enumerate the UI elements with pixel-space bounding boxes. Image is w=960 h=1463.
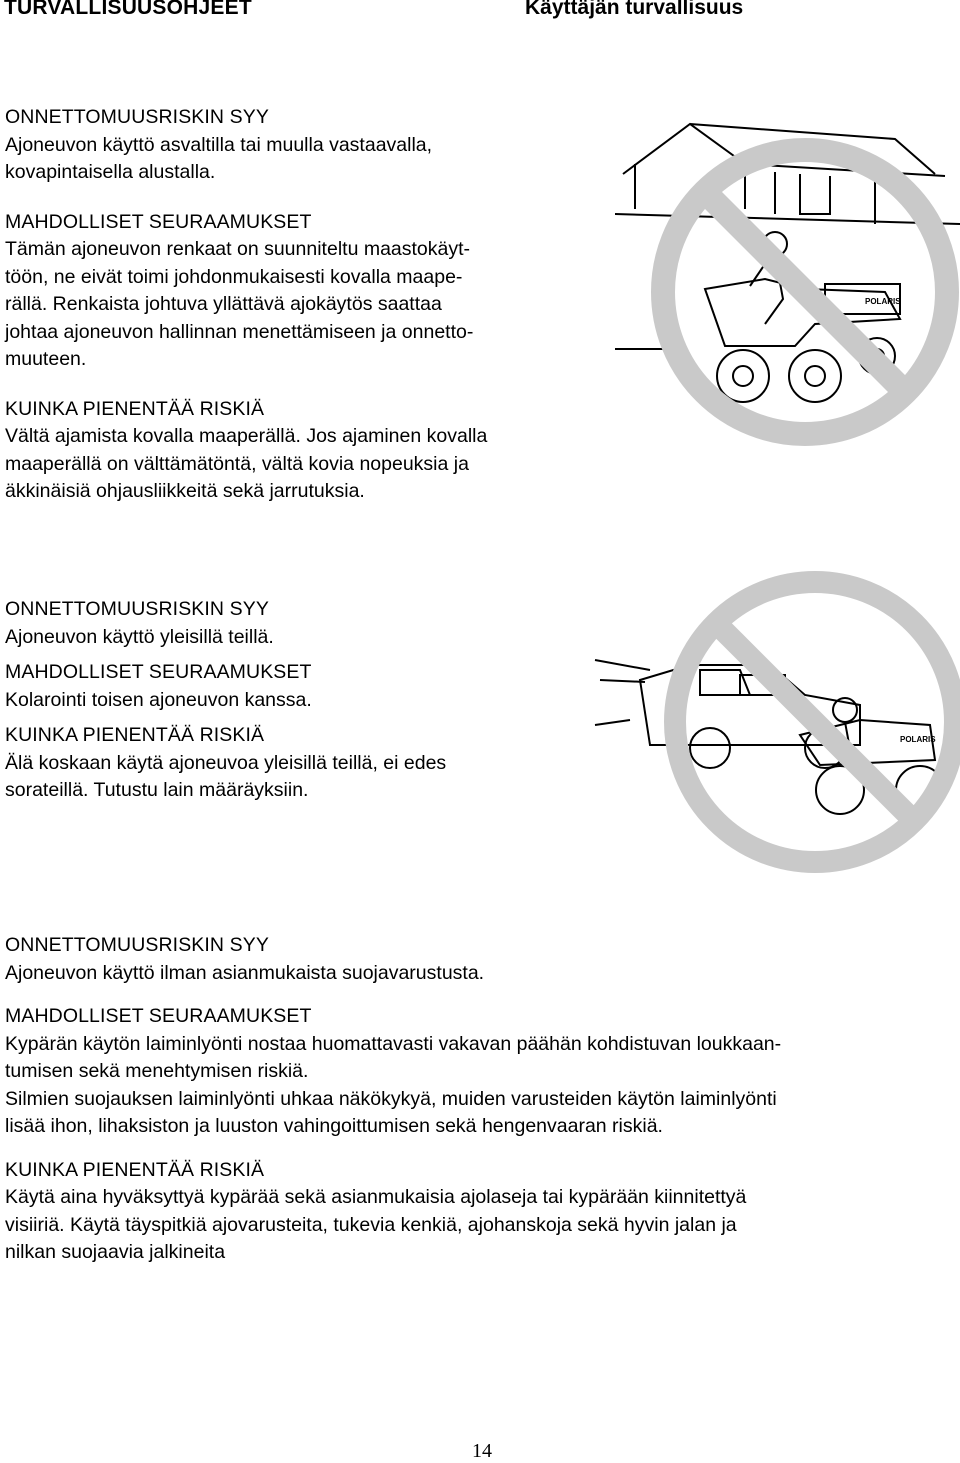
- consequence-line: lisää ihon, lihaksiston ja luuston vahingoittumisen sekä hengenvaaran riskiä.: [5, 1115, 663, 1137]
- page-number: 14: [472, 1440, 492, 1462]
- prevention-line: Käytä aina hyväksyttyä kypärää sekä asianmukaisia ajolaseja tai kypärään kiinnitettyä: [5, 1186, 747, 1208]
- prevention-line: maaperällä on välttämätöntä, vältä kovia nopeuksia ja: [5, 452, 469, 475]
- prevention-line: Älä koskaan käytä ajoneuvoa yleisillä teillä, ei edes: [5, 751, 447, 774]
- consequence-line: töön, ne eivät toimi johdonmukaisesti kovalla maape-: [5, 265, 463, 288]
- cause-line: kovapintaisella alustalla.: [5, 161, 216, 183]
- cause-heading: ONNETTOMUUSRISKIN SYY: [5, 106, 269, 128]
- prevention-line: visiiriä. Käytä täyspitkiä ajovarusteita, tukevia kenkiä, ajohanskoja sekä hyvin jalan ja: [5, 1213, 737, 1236]
- cause-heading: ONNETTOMUUSRISKIN SYY: [5, 598, 269, 620]
- prohibited-atv-public-road-illustration: [590, 570, 960, 880]
- cause-heading: ONNETTOMUUSRISKIN SYY: [5, 934, 269, 956]
- atv-label: POLARIS: [900, 735, 936, 744]
- prevention-heading: KUINKA PIENENTÄÄ RISKIÄ: [5, 724, 265, 746]
- spacer: [5, 1141, 955, 1157]
- risk-section-protective-gear: [5, 932, 955, 1267]
- consequence-line: johtaa ajoneuvon hallinnan menettämiseen ja onnetto-: [5, 320, 474, 343]
- risk-section-hard-surface: [5, 104, 595, 506]
- document-title: TURVALLISUUSOHJEET: [4, 0, 252, 19]
- page-header: [0, 0, 960, 24]
- prohibition-icon: [675, 582, 955, 862]
- consequence-line: Kolarointi toisen ajoneuvon kanssa.: [5, 688, 312, 711]
- prevention-heading: KUINKA PIENENTÄÄ RISKIÄ: [5, 1158, 265, 1181]
- consequence-heading: MAHDOLLISET SEURAAMUKSET: [5, 661, 312, 683]
- prevention-heading: KUINKA PIENENTÄÄ RISKIÄ: [5, 397, 265, 420]
- risk-section-public-roads: [5, 596, 585, 805]
- prevention-line: sorateillä. Tutustu lain määräyksiin.: [5, 779, 309, 801]
- cause-line: Ajoneuvon käyttö ilman asianmukaista suojavarustusta.: [5, 961, 485, 984]
- trailer-label: POLARIS: [865, 297, 901, 306]
- spacer: [5, 374, 595, 396]
- consequence-line: rällä. Renkaista johtuva yllättävä ajokäytös saattaa: [5, 293, 442, 315]
- cause-line: Ajoneuvon käyttö asvaltilla tai muulla vastaavalla,: [5, 133, 433, 156]
- spacer: [5, 187, 595, 209]
- consequence-line: Kypärän käytön laiminlyönti nostaa huomattavasti vakavan päähän kohdistuvan loukkaan-: [5, 1032, 782, 1055]
- prevention-line: nilkan suojaavia jalkineita: [5, 1241, 226, 1263]
- atv-drawing: [705, 232, 900, 402]
- section-title: Käyttäjän turvallisuus: [525, 0, 744, 19]
- prevention-line: Vältä ajamista kovalla maaperällä. Jos ajaminen kovalla: [5, 425, 488, 447]
- consequence-line: Silmien suojauksen laiminlyönti uhkaa näkökykyä, muiden varusteiden käytön laiminlyönti: [5, 1087, 777, 1110]
- consequence-line: muuteen.: [5, 348, 87, 370]
- consequence-heading: MAHDOLLISET SEURAAMUKSET: [5, 1005, 312, 1027]
- prevention-line: äkkinäisiä ohjausliikkeitä sekä jarrutuksia.: [5, 480, 365, 502]
- cause-line: Ajoneuvon käyttö yleisillä teillä.: [5, 625, 274, 648]
- consequence-line: tumisen sekä menehtymisen riskiä.: [5, 1060, 309, 1082]
- consequence-line: Tämän ajoneuvon renkaat on suunniteltu maastokäyt-: [5, 238, 471, 260]
- consequence-heading: MAHDOLLISET SEURAAMUKSET: [5, 210, 312, 233]
- prohibited-atv-hard-surface-illustration: [615, 114, 960, 459]
- spacer: [5, 987, 955, 1003]
